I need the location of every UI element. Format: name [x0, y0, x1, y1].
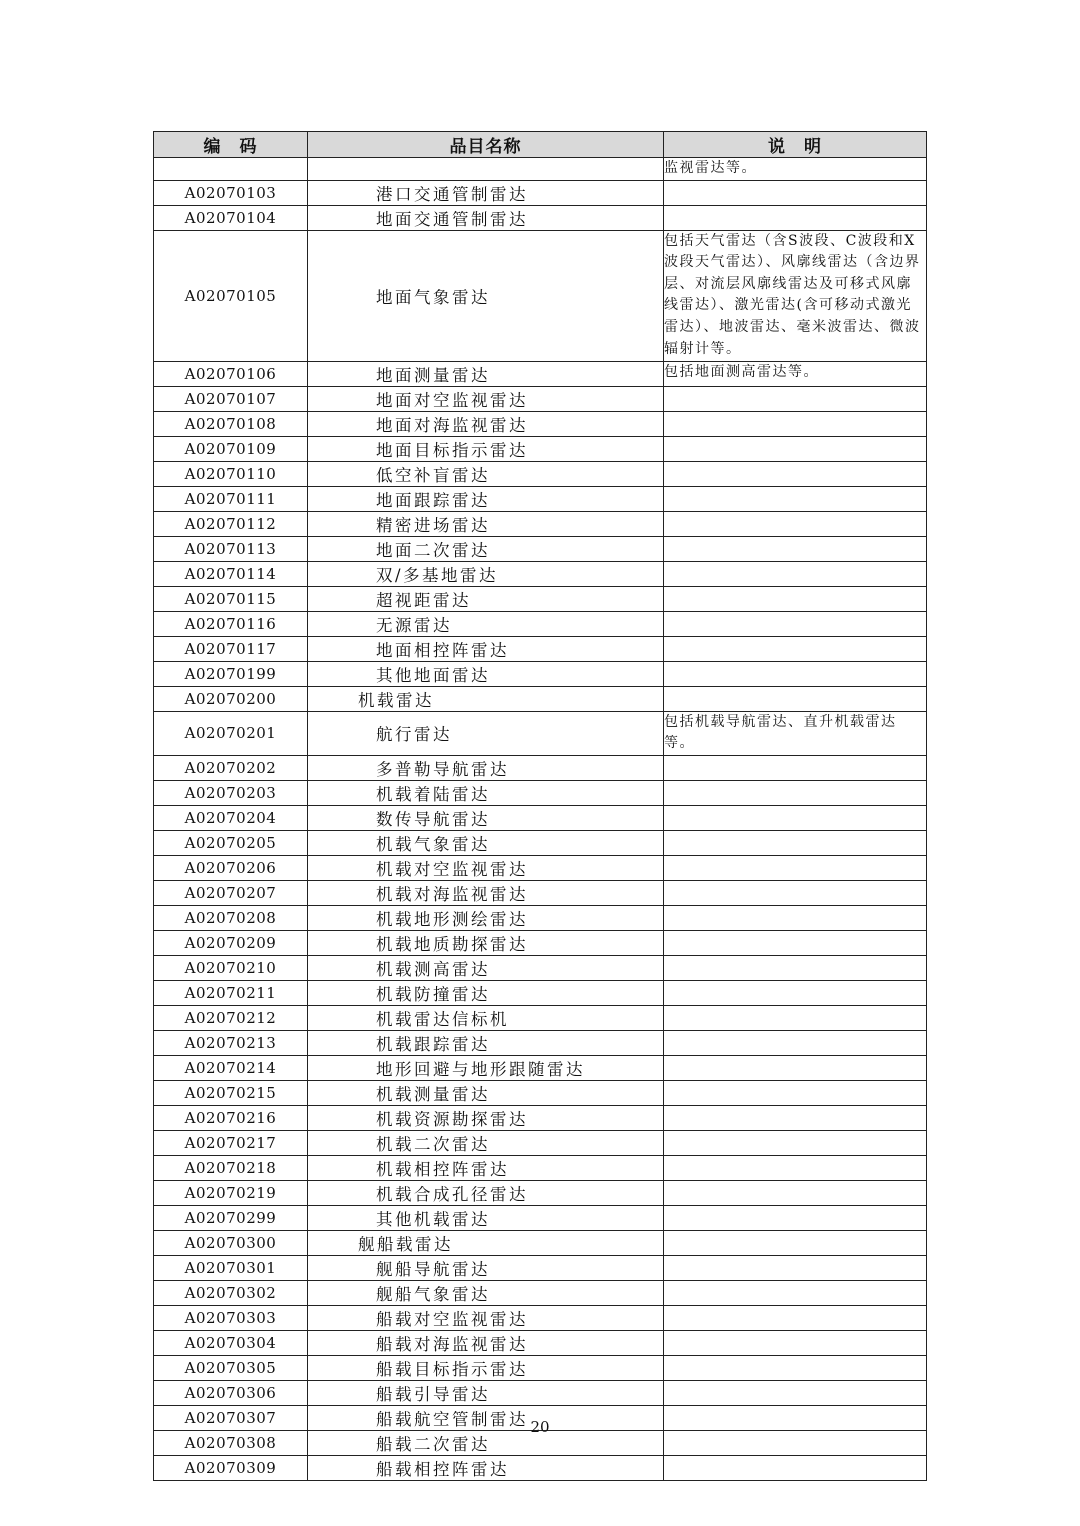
- item-name: 其他机载雷达: [308, 1205, 664, 1230]
- item-code: A02070200: [154, 686, 308, 711]
- table-row: [154, 461, 927, 486]
- table-row: [154, 805, 927, 830]
- item-code: A02070113: [154, 536, 308, 561]
- item-name: 机载相控阵雷达: [308, 1155, 664, 1180]
- item-description: [664, 955, 927, 980]
- item-code: A02070303: [154, 1305, 308, 1330]
- item-code: A02070116: [154, 611, 308, 636]
- item-name: 舰船载雷达: [308, 1230, 664, 1255]
- item-code: A02070214: [154, 1055, 308, 1080]
- item-name: 舰船气象雷达: [308, 1280, 664, 1305]
- item-description: [664, 1130, 927, 1155]
- item-description: [664, 1105, 927, 1130]
- table-body: [154, 158, 927, 1481]
- item-code: A02070307: [154, 1405, 308, 1430]
- item-description: [664, 1005, 927, 1030]
- item-description: [664, 436, 927, 461]
- item-name: 地面交通管制雷达: [308, 205, 664, 230]
- table-row: [154, 1080, 927, 1105]
- item-description: [664, 755, 927, 780]
- item-code: A02070106: [154, 361, 308, 386]
- item-code: A02070211: [154, 980, 308, 1005]
- table-row: [154, 636, 927, 661]
- table-row: [154, 486, 927, 511]
- item-name: 地面目标指示雷达: [308, 436, 664, 461]
- table-row: [154, 1455, 927, 1480]
- table-row: [154, 1030, 927, 1055]
- item-description: [664, 511, 927, 536]
- item-description: [664, 1205, 927, 1230]
- item-description: [664, 980, 927, 1005]
- item-description: [664, 686, 927, 711]
- item-code: A02070216: [154, 1105, 308, 1130]
- item-description: [664, 1305, 927, 1330]
- item-code: A02070112: [154, 511, 308, 536]
- item-name: 地面对海监视雷达: [308, 411, 664, 436]
- table-row: [154, 1230, 927, 1255]
- item-code: A02070110: [154, 461, 308, 486]
- item-name: 机载地质勘探雷达: [308, 930, 664, 955]
- table-row: [154, 955, 927, 980]
- table-row: [154, 561, 927, 586]
- item-code: A02070205: [154, 830, 308, 855]
- item-code: A02070109: [154, 436, 308, 461]
- table-row: [154, 1280, 927, 1305]
- table-row: [154, 586, 927, 611]
- item-description: [664, 536, 927, 561]
- item-description: [664, 1255, 927, 1280]
- item-name: 地面测量雷达: [308, 361, 664, 386]
- item-code: A02070108: [154, 411, 308, 436]
- item-description: 包括地面测高雷达等。: [664, 361, 927, 386]
- item-name: 舰船导航雷达: [308, 1255, 664, 1280]
- item-description: [664, 930, 927, 955]
- item-name: 机载防撞雷达: [308, 980, 664, 1005]
- table-row: [154, 180, 927, 205]
- item-name: 地面跟踪雷达: [308, 486, 664, 511]
- table-row: [154, 511, 927, 536]
- item-name: 地面相控阵雷达: [308, 636, 664, 661]
- item-description: [664, 1330, 927, 1355]
- item-code: A02070202: [154, 755, 308, 780]
- item-code: A02070201: [154, 711, 308, 755]
- item-description: 包括天气雷达（含S波段、C波段和X波段天气雷达）、风廓线雷达（含边界层、对流层风廓线雷达及可移式风廓线雷达）、激光雷达(含可移动式激光雷达）、地波雷达、毫米波雷达、微波辐射计等。: [664, 230, 927, 361]
- item-name: 其他地面雷达: [308, 661, 664, 686]
- item-name: 机载气象雷达: [308, 830, 664, 855]
- table-row: [154, 686, 927, 711]
- item-description: [664, 205, 927, 230]
- item-name: 机载雷达信标机: [308, 1005, 664, 1030]
- item-code: A02070103: [154, 180, 308, 205]
- table-header: [154, 132, 927, 158]
- page-number: 20: [530, 1418, 550, 1436]
- item-code: A02070206: [154, 855, 308, 880]
- item-name: 地面气象雷达: [308, 230, 664, 361]
- item-description: 监视雷达等。: [664, 158, 927, 181]
- table-row: [154, 1305, 927, 1330]
- item-description: [664, 561, 927, 586]
- item-name: 船载引导雷达: [308, 1380, 664, 1405]
- table-row: [154, 1380, 927, 1405]
- item-code: A02070219: [154, 1180, 308, 1205]
- table-row: [154, 780, 927, 805]
- item-code: A02070209: [154, 930, 308, 955]
- item-name: 多普勒导航雷达: [308, 755, 664, 780]
- table-row: [154, 661, 927, 686]
- item-name: 船载二次雷达: [308, 1430, 664, 1455]
- item-description: [664, 486, 927, 511]
- item-description: [664, 1155, 927, 1180]
- table-row: [154, 1105, 927, 1130]
- item-code: A02070115: [154, 586, 308, 611]
- item-description: [664, 1280, 927, 1305]
- item-code: A02070300: [154, 1230, 308, 1255]
- item-description: [664, 586, 927, 611]
- item-code: A02070104: [154, 205, 308, 230]
- table-row: [154, 980, 927, 1005]
- item-description: [664, 780, 927, 805]
- table-row: [154, 361, 927, 386]
- item-code: A02070217: [154, 1130, 308, 1155]
- item-description: [664, 386, 927, 411]
- item-code: A02070111: [154, 486, 308, 511]
- table-row: [154, 880, 927, 905]
- item-name: 机载测量雷达: [308, 1080, 664, 1105]
- item-code: A02070213: [154, 1030, 308, 1055]
- item-description: 包括机载导航雷达、直升机载雷达等。: [664, 711, 927, 755]
- item-code: A02070105: [154, 230, 308, 361]
- table-row: [154, 855, 927, 880]
- item-name: 船载目标指示雷达: [308, 1355, 664, 1380]
- item-description: [664, 1230, 927, 1255]
- table-row: [154, 755, 927, 780]
- item-code: [154, 158, 308, 181]
- header-name: 品目名称: [308, 132, 664, 158]
- item-code: A02070304: [154, 1330, 308, 1355]
- item-code: A02070215: [154, 1080, 308, 1105]
- item-description: [664, 880, 927, 905]
- item-code: A02070117: [154, 636, 308, 661]
- item-description: [664, 830, 927, 855]
- table-row: [154, 1255, 927, 1280]
- item-name: 机载资源勘探雷达: [308, 1105, 664, 1130]
- table-row: [154, 711, 927, 755]
- table-row: [154, 158, 927, 181]
- header-code: 编 码: [154, 132, 308, 158]
- table-row: [154, 386, 927, 411]
- item-name: 船载对空监视雷达: [308, 1305, 664, 1330]
- item-code: A02070309: [154, 1455, 308, 1480]
- item-name: 机载对海监视雷达: [308, 880, 664, 905]
- item-code: A02070299: [154, 1205, 308, 1230]
- item-name: 机载二次雷达: [308, 1130, 664, 1155]
- table-row: [154, 1205, 927, 1230]
- item-description: [664, 461, 927, 486]
- item-name: 低空补盲雷达: [308, 461, 664, 486]
- item-name: 机载跟踪雷达: [308, 1030, 664, 1055]
- item-description: [664, 1055, 927, 1080]
- item-code: A02070208: [154, 905, 308, 930]
- item-name: [308, 158, 664, 181]
- item-code: A02070207: [154, 880, 308, 905]
- item-name: 数传导航雷达: [308, 805, 664, 830]
- item-description: [664, 611, 927, 636]
- table-row: [154, 830, 927, 855]
- item-name: 双/多基地雷达: [308, 561, 664, 586]
- table-row: [154, 1130, 927, 1155]
- table-row: [154, 1005, 927, 1030]
- item-description: [664, 180, 927, 205]
- table-row: [154, 1355, 927, 1380]
- item-name: 机载雷达: [308, 686, 664, 711]
- item-code: A02070218: [154, 1155, 308, 1180]
- item-description: [664, 1180, 927, 1205]
- table-row: [154, 1055, 927, 1080]
- item-description: [664, 1355, 927, 1380]
- item-description: [664, 855, 927, 880]
- item-name: 机载合成孔径雷达: [308, 1180, 664, 1205]
- table-row: [154, 1155, 927, 1180]
- item-code: A02070212: [154, 1005, 308, 1030]
- item-code: A02070203: [154, 780, 308, 805]
- table-row: [154, 1180, 927, 1205]
- table-row: [154, 436, 927, 461]
- item-code: A02070302: [154, 1280, 308, 1305]
- item-name: 机载地形测绘雷达: [308, 905, 664, 930]
- item-code: A02070308: [154, 1430, 308, 1455]
- item-description: [664, 1455, 927, 1480]
- item-name: 地面二次雷达: [308, 536, 664, 561]
- item-name: 港口交通管制雷达: [308, 180, 664, 205]
- item-code: A02070107: [154, 386, 308, 411]
- table-row: [154, 1330, 927, 1355]
- item-name: 地形回避与地形跟随雷达: [308, 1055, 664, 1080]
- item-name: 船载航空管制雷达: [308, 1405, 664, 1430]
- header-desc: 说 明: [664, 132, 927, 158]
- table-row: [154, 930, 927, 955]
- item-name: 地面对空监视雷达: [308, 386, 664, 411]
- item-code: A02070305: [154, 1355, 308, 1380]
- item-name: 机载测高雷达: [308, 955, 664, 980]
- item-name: 船载对海监视雷达: [308, 1330, 664, 1355]
- table-row: [154, 611, 927, 636]
- item-name: 机载着陆雷达: [308, 780, 664, 805]
- table-row: [154, 536, 927, 561]
- item-description: [664, 1030, 927, 1055]
- item-name: 航行雷达: [308, 711, 664, 755]
- item-description: [664, 1380, 927, 1405]
- item-code: A02070306: [154, 1380, 308, 1405]
- item-name: 机载对空监视雷达: [308, 855, 664, 880]
- item-name: 精密进场雷达: [308, 511, 664, 536]
- item-description: [664, 905, 927, 930]
- item-description: [664, 1080, 927, 1105]
- item-description: [664, 805, 927, 830]
- item-name: 无源雷达: [308, 611, 664, 636]
- item-name: 船载相控阵雷达: [308, 1455, 664, 1480]
- item-code: A02070301: [154, 1255, 308, 1280]
- item-description: [664, 636, 927, 661]
- item-code: A02070199: [154, 661, 308, 686]
- item-code: A02070204: [154, 805, 308, 830]
- table-row: [154, 411, 927, 436]
- table-row: [154, 230, 927, 361]
- item-code: A02070210: [154, 955, 308, 980]
- item-code: A02070114: [154, 561, 308, 586]
- catalog-table: [153, 131, 927, 1481]
- table-row: [154, 205, 927, 230]
- item-description: [664, 411, 927, 436]
- item-name: 超视距雷达: [308, 586, 664, 611]
- item-description: [664, 661, 927, 686]
- table-row: [154, 905, 927, 930]
